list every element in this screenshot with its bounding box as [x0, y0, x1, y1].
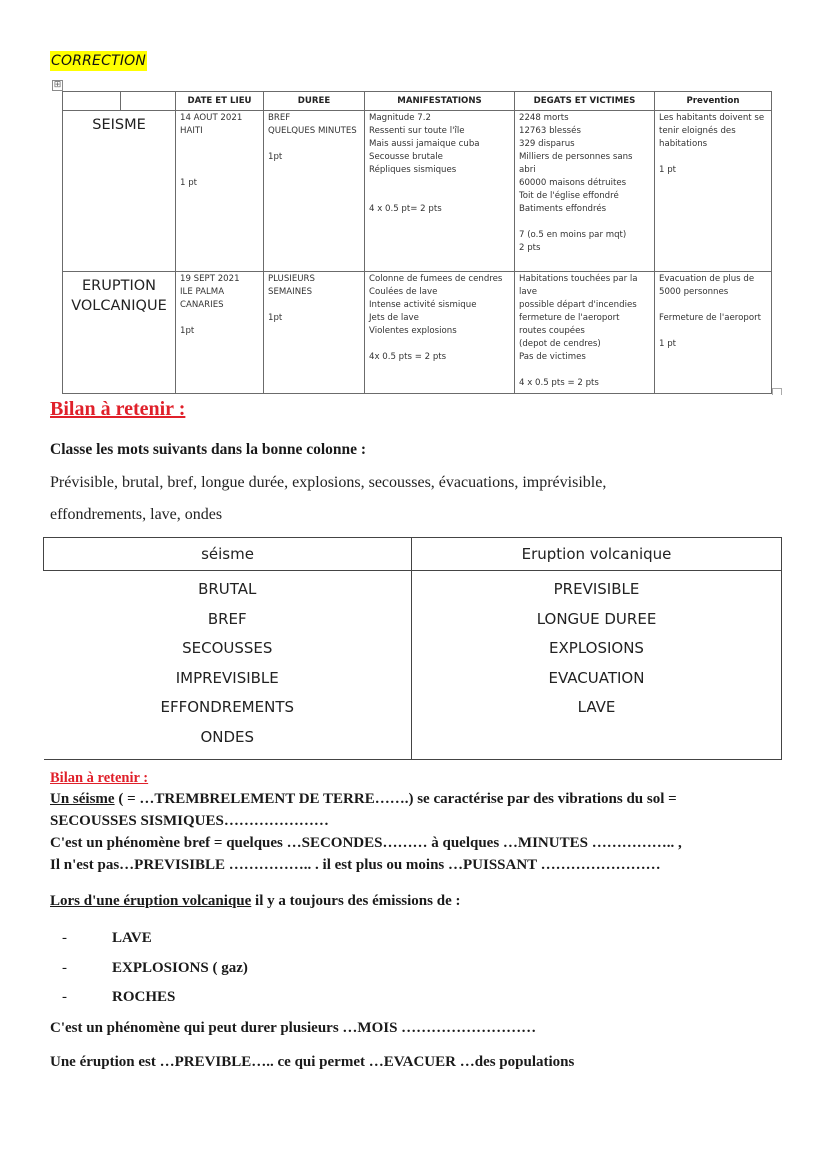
word-list-line-1: Prévisible, brutal, bref, longue durée, explosions, secousses, évacuations, imprévisible, — [50, 474, 607, 491]
bilan-2-title: Bilan à retenir : — [50, 770, 149, 786]
cell-line: 329 disparus — [519, 139, 575, 149]
cell-line — [369, 190, 510, 203]
cell-line — [180, 164, 259, 177]
emission-item — [62, 930, 152, 947]
cell-line: QUELQUES MINUTES — [268, 126, 357, 136]
cell-line: 1 pt — [659, 165, 677, 175]
category-line: VOLCANIQUE — [71, 298, 167, 314]
cell-line: tenir eloignés des — [659, 126, 736, 136]
cell-line: Jets de lave — [369, 313, 419, 323]
cell-line: HAITI — [180, 126, 203, 136]
cell-line: 1pt — [268, 152, 283, 162]
cell-line: Batiments effondrés — [519, 204, 607, 214]
eruption-word — [412, 723, 781, 753]
cell-line: lave — [519, 287, 538, 297]
header-manifestations: MANIFESTATIONS — [365, 92, 515, 111]
classification-table — [43, 537, 782, 760]
header-empty-1 — [63, 92, 121, 111]
eruption-word: LONGUE DUREE — [536, 609, 657, 628]
emission-item — [62, 989, 175, 1006]
events-table — [62, 91, 772, 394]
previsible-line: Il n'est pas…PREVISIBLE …………….. . il est plus ou moins …PUISSANT …………………… — [50, 857, 661, 873]
cell-line: Secousse brutale — [369, 152, 443, 162]
cell-duree — [264, 111, 365, 272]
seisme-word: BRUTAL — [198, 580, 257, 598]
header-seisme: séisme — [44, 538, 412, 571]
events-table-header — [63, 92, 772, 111]
cell-line: BREF — [268, 113, 291, 123]
cell-line: 19 SEPT 2021 — [180, 274, 240, 284]
cell-prevention — [655, 272, 772, 394]
table-row-seisme — [63, 111, 772, 272]
cell-line — [659, 151, 767, 164]
cell-line: Répliques sismiques — [369, 165, 457, 175]
cell-line: Milliers de personnes sans — [519, 152, 633, 162]
eruption-word: EXPLOSIONS — [549, 639, 644, 658]
bullet-dash: - — [62, 989, 67, 1005]
cell-line — [180, 312, 259, 325]
seisme-word: BREF — [207, 609, 247, 628]
cell-line: 1 pt — [659, 339, 677, 349]
cell-line: 5000 personnes — [659, 287, 729, 297]
cell-line: 60000 maisons détruites — [519, 178, 627, 188]
emission-label: LAVE — [112, 930, 152, 946]
cell-line: 7 (o.5 en moins par mqt) — [519, 230, 627, 240]
cell-degats — [515, 111, 655, 272]
header-degats: DEGATS ET VICTIMES — [515, 92, 655, 111]
cell-line: abri — [519, 165, 536, 175]
cell-line: routes coupées — [519, 326, 585, 336]
cell-line — [369, 338, 510, 351]
eruption-term: Lors d'une éruption volcanique — [50, 893, 252, 909]
cell-degats — [515, 272, 655, 394]
cell-line — [268, 299, 360, 312]
emission-label: EXPLOSIONS ( gaz) — [112, 960, 248, 976]
seisme-word: SECOUSSES — [182, 639, 273, 658]
cell-line: PLUSIEURS — [268, 274, 315, 284]
cell-line: habitations — [659, 139, 708, 149]
cell-line: Pas de victimes — [519, 352, 586, 362]
cell-line: CANARIES — [180, 300, 224, 310]
cell-manifestations — [365, 272, 515, 394]
cell-line: (depot de cendres) — [519, 339, 601, 349]
cell-line: Intense activité sismique — [369, 300, 477, 310]
cell-line: Colonne de fumees de cendres — [369, 274, 503, 284]
cell-line — [659, 299, 767, 312]
cell-line — [369, 177, 510, 190]
classify-instruction: Classe les mots suivants dans la bonne colonne : — [50, 441, 367, 458]
cell-line: 4x 0.5 pts = 2 pts — [369, 352, 447, 362]
cell-line — [180, 151, 259, 164]
cell-line: 1pt — [268, 313, 283, 323]
seisme-word: ONDES — [200, 727, 255, 746]
cell-line — [519, 216, 650, 229]
secousses-line: SECOUSSES SISMIQUES………………… — [50, 813, 329, 829]
cell-line: 12763 blessés — [519, 126, 581, 136]
cell-line: possible départ d'incendies — [519, 300, 637, 310]
category-line: ERUPTION — [82, 278, 156, 294]
cell-line: 2248 morts — [519, 113, 569, 123]
cell-line — [519, 364, 650, 377]
cell-line: 4 x 0.5 pt= 2 pts — [369, 204, 442, 214]
cell-line: Ressenti sur toute l'île — [369, 126, 465, 136]
cell-line: Coulées de lave — [369, 287, 438, 297]
cell-line: Habitations touchées par la — [519, 274, 638, 284]
bullet-dash: - — [62, 960, 67, 976]
cell-prevention — [655, 111, 772, 272]
cell-line: SEMAINES — [268, 287, 313, 297]
cell-date-lieu — [176, 272, 264, 394]
category-eruption — [63, 272, 176, 394]
bullet-dash: - — [62, 930, 67, 946]
cell-line: 4 x 0.5 pts = 2 pts — [519, 378, 599, 388]
seisme-word: IMPREVISIBLE — [175, 668, 279, 687]
eruption-word: EVACUATION — [548, 668, 645, 687]
cell-line: 1pt — [180, 326, 195, 336]
cell-line: 14 AOUT 2021 — [180, 113, 243, 123]
header-duree: DUREE — [264, 92, 365, 111]
cell-line: Magnitude 7.2 — [369, 113, 431, 123]
seisme-definition-line — [50, 791, 677, 808]
eruption-previsible-line: Une éruption est …PREVIBLE….. ce qui permet …EVACUER …des populations — [50, 1054, 575, 1070]
cell-line: 1 pt — [180, 178, 198, 188]
category-seisme: SEISME — [63, 111, 176, 272]
cell-line: Toit de l'église effondré — [519, 191, 619, 201]
word-list-line-2: effondrements, lave, ondes — [50, 506, 223, 523]
seisme-word: EFFONDREMENTS — [160, 698, 295, 717]
cell-line — [268, 138, 360, 151]
table-row-eruption — [63, 272, 772, 394]
bilan-title: Bilan à retenir : — [50, 398, 186, 420]
eruption-duree-line: C'est un phénomène qui peut durer plusieurs …MOIS ……………………… — [50, 1020, 537, 1036]
table-move-handle-icon[interactable]: ⊞ — [53, 80, 62, 90]
eruption-emissions-text: il y a toujours des émissions de : — [251, 893, 461, 909]
cell-line: Evacuation de plus de — [659, 274, 755, 284]
cell-line: Mais aussi jamaique cuba — [369, 139, 480, 149]
seisme-column — [44, 571, 412, 760]
cell-date-lieu — [176, 111, 264, 272]
header-empty-2 — [121, 92, 176, 111]
duree-seisme-line: C'est un phénomène bref = quelques …SECONDES……… à quelques …MINUTES …………….. , — [50, 835, 682, 851]
header-date-lieu: DATE ET LIEU — [176, 92, 264, 111]
cell-duree — [264, 272, 365, 394]
eruption-column — [412, 571, 782, 760]
table-resize-handle[interactable] — [772, 388, 782, 395]
header-eruption: Eruption volcanique — [412, 538, 782, 571]
cell-line — [659, 325, 767, 338]
seisme-definition-text: ( = …TREMBRELEMENT DE TERRE…….) se caractérise par des vibrations du sol = — [114, 791, 677, 807]
cell-line: Les habitants doivent se — [659, 113, 765, 123]
eruption-emissions-line — [50, 893, 460, 910]
seisme-term: Un séisme — [50, 791, 115, 807]
cell-line: Violentes explosions — [369, 326, 457, 336]
cell-line: Fermeture de l'aeroport — [659, 313, 761, 323]
cell-line: 2 pts — [519, 243, 541, 253]
cell-line — [180, 138, 259, 151]
eruption-word: LAVE — [577, 698, 616, 717]
emission-item — [62, 960, 248, 977]
eruption-word: PREVISIBLE — [553, 580, 640, 598]
cell-manifestations — [365, 111, 515, 272]
cell-line: fermeture de l'aeroport — [519, 313, 620, 323]
header-prevention: Prevention — [655, 92, 772, 111]
correction-label: CORRECTION — [51, 53, 147, 69]
cell-line: ILE PALMA — [180, 287, 225, 297]
emission-label: ROCHES — [112, 989, 176, 1005]
